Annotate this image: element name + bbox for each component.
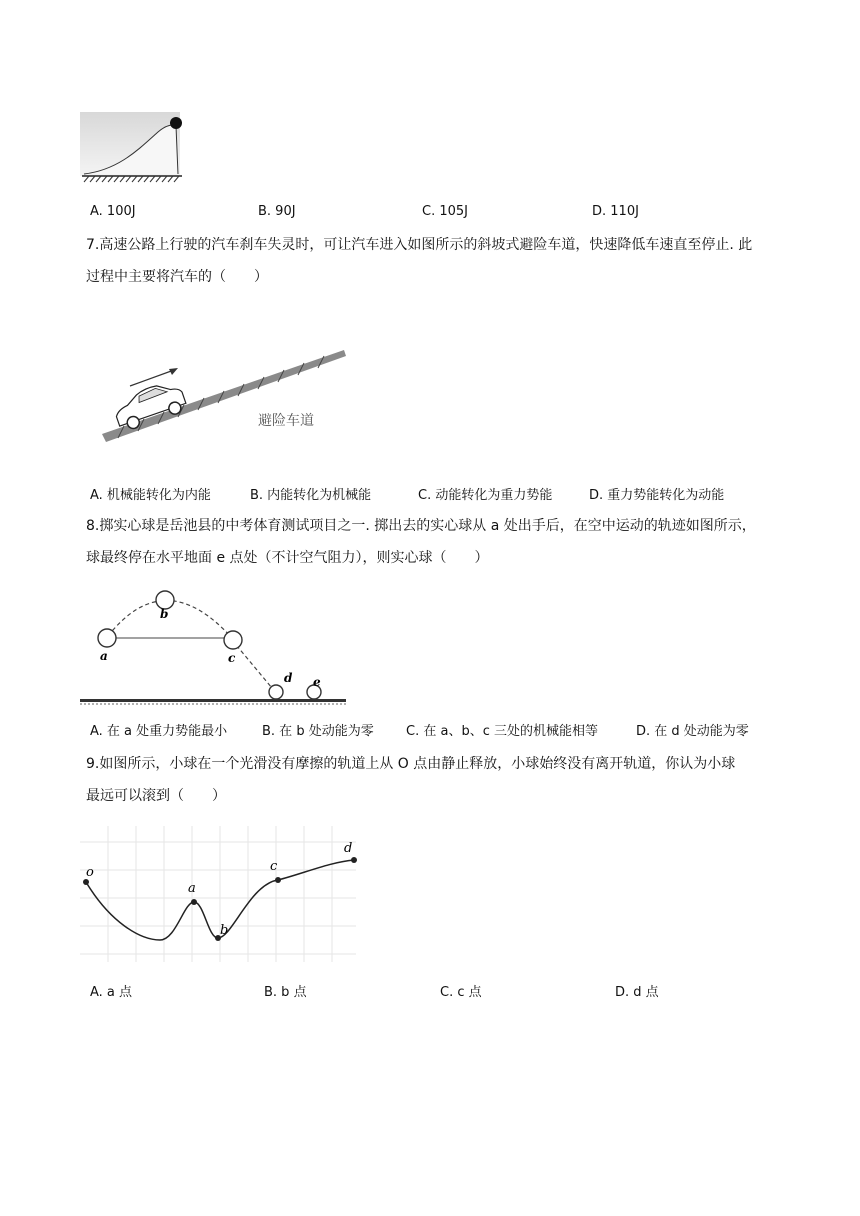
q9-point-c — [275, 877, 281, 883]
q8-option-c[interactable]: C. 在 a、b、c 三处的机械能相等 — [406, 724, 598, 739]
q9-label-a: a — [188, 881, 196, 896]
q9-option-b[interactable]: B. b 点 — [264, 985, 307, 1000]
q7-option-b[interactable]: B. 内能转化为机械能 — [250, 488, 372, 503]
q8-stem — [86, 510, 786, 574]
q6-figure — [78, 110, 188, 185]
q8-option-a[interactable]: A. 在 a 处重力势能最小 — [90, 724, 228, 739]
q9-stem — [86, 748, 786, 812]
q8-ball-a — [98, 629, 116, 647]
q7-motion-arrow — [130, 368, 178, 386]
q8-ball-c — [224, 631, 242, 649]
q8-ground — [80, 699, 346, 702]
q9-option-c[interactable]: C. c 点 — [440, 985, 482, 1000]
q8-option-b[interactable]: B. 在 b 处动能为零 — [262, 724, 374, 739]
q7-stem-line-1: 7.高速公路上行驶的汽车刹车失灵时，可让汽车进入如图所示的斜坡式避险车道，快速降低车速直至停止. 此 — [86, 237, 753, 253]
q6-ground-hatch — [84, 176, 179, 182]
q9-option-a[interactable]: A. a 点 — [90, 985, 133, 1000]
q6-option-d[interactable]: D. 110J — [592, 204, 639, 219]
q7-figure — [98, 346, 350, 446]
q9-grid — [80, 826, 356, 962]
q8-stem-line-1: 8.掷实心球是岳池县的中考体育测试项目之一. 掷出去的实心球从 a 处出手后，在空中运动的轨迹如图所示， — [86, 518, 756, 534]
q9-label-o: o — [86, 865, 94, 880]
q8-label-c: c — [228, 651, 236, 665]
q9-label-d: d — [344, 841, 353, 856]
q8-label-a: a — [100, 649, 108, 663]
q8-figure — [80, 578, 350, 710]
q7-figure-label: 避险车道 — [258, 413, 314, 429]
q8-option-d[interactable]: D. 在 d 处动能为零 — [636, 724, 749, 739]
q9-label-c: c — [270, 859, 278, 874]
q9-stem-line-2: 最远可以滚到（ ） — [86, 788, 226, 804]
q6-option-c[interactable]: C. 105J — [422, 204, 468, 219]
q8-label-d: d — [284, 671, 293, 685]
q7-option-d[interactable]: D. 重力势能转化为动能 — [589, 488, 725, 503]
q9-stem-line-1: 9.如图所示，小球在一个光滑没有摩擦的轨道上从 O 点由静止释放，小球始终没有离开轨道，你认为小球 — [86, 756, 736, 772]
q7-stem — [86, 229, 786, 293]
q8-label-e: e — [313, 675, 321, 689]
q9-point-d — [351, 857, 357, 863]
q8-label-b: b — [160, 607, 169, 621]
q6-ball — [170, 117, 182, 129]
q6-option-b[interactable]: B. 90J — [258, 204, 296, 219]
q9-label-b: b — [220, 923, 229, 938]
q7-option-c[interactable]: C. 动能转化为重力势能 — [418, 488, 553, 503]
q6-option-a[interactable]: A. 100J — [90, 204, 136, 219]
q7-stem-line-2: 过程中主要将汽车的（ ） — [86, 269, 268, 285]
q9-option-d[interactable]: D. d 点 — [615, 985, 659, 1000]
q9-figure — [80, 822, 360, 966]
q8-stem-line-2: 球最终停在水平地面 e 点处（不计空气阻力），则实心球（ ） — [86, 550, 489, 566]
q7-option-a[interactable]: A. 机械能转化为内能 — [90, 488, 211, 503]
q9-point-a — [191, 899, 197, 905]
q8-ball-d — [269, 685, 283, 699]
